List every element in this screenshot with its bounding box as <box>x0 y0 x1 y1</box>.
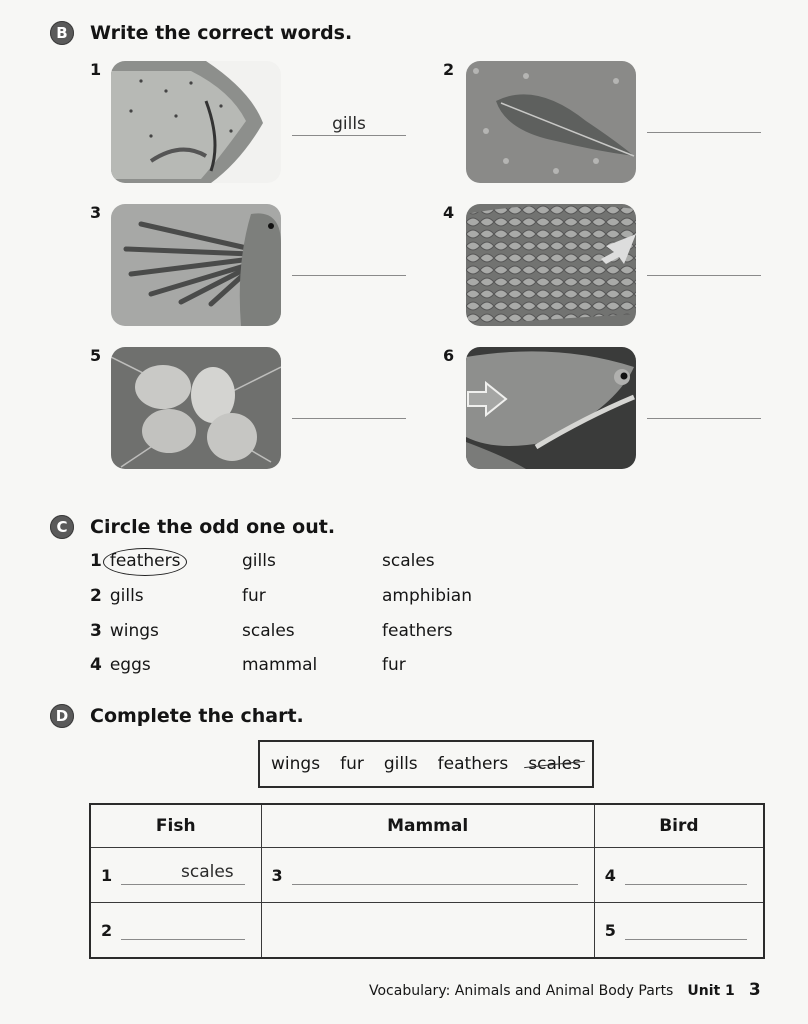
classification-chart <box>89 803 765 959</box>
odd-word[interactable]: mammal <box>242 655 318 675</box>
section-b-heading: Write the correct words. <box>90 22 353 44</box>
section-d-badge: D <box>50 704 74 728</box>
frog-skin-image <box>466 347 636 469</box>
item-number: 3 <box>90 203 102 222</box>
section-b-badge: B <box>50 21 74 45</box>
column-header-mammal: Mammal <box>261 804 594 848</box>
item-number: 5 <box>90 346 102 365</box>
chart-answer-line[interactable] <box>121 915 245 940</box>
cell-number: 5 <box>604 921 616 940</box>
item-number: 6 <box>443 346 455 365</box>
chart-cell-empty <box>261 903 594 959</box>
answer-line-1[interactable]: gills <box>292 113 406 136</box>
odd-word[interactable]: scales <box>382 551 435 571</box>
page-footer <box>369 980 761 1000</box>
chart-cell <box>90 903 261 959</box>
item-number: 1 <box>90 60 102 79</box>
word-bank <box>258 740 594 788</box>
chart-cell <box>90 848 261 903</box>
row-number: 1 <box>90 551 102 571</box>
answer-line-4[interactable] <box>647 253 761 276</box>
odd-word[interactable]: scales <box>242 621 295 641</box>
parrot-wing-image <box>111 204 281 326</box>
odd-word[interactable]: gills <box>242 551 276 571</box>
row-number: 2 <box>90 586 102 606</box>
page-number: 3 <box>748 980 761 1000</box>
odd-row-1 <box>90 551 180 571</box>
word-bank-item-crossed: scales <box>528 754 581 774</box>
chart-cell <box>594 903 764 959</box>
word-bank-item: gills <box>383 754 418 774</box>
column-header-bird: Bird <box>594 804 764 848</box>
fish-scales-image <box>466 204 636 326</box>
section-d-heading: Complete the chart. <box>90 705 304 727</box>
footer-unit: Unit 1 <box>687 983 735 999</box>
chart-cell <box>261 848 594 903</box>
chart-answer-line[interactable] <box>292 860 578 885</box>
section-c-heading: Circle the odd one out. <box>90 516 336 538</box>
item-number: 4 <box>443 203 455 222</box>
cell-number: 2 <box>101 921 113 940</box>
odd-word[interactable]: eggs <box>109 655 151 675</box>
answer-line-5[interactable] <box>292 396 406 419</box>
footer-title: Vocabulary: Animals and Animal Body Parts <box>369 983 674 999</box>
fish-gills-image <box>111 61 281 183</box>
odd-row-3 <box>90 621 159 641</box>
odd-word[interactable]: amphibian <box>382 586 472 606</box>
section-c-badge: C <box>50 515 74 539</box>
word-bank-item: fur <box>340 754 364 774</box>
odd-word[interactable]: fur <box>382 655 406 675</box>
feather-image <box>466 61 636 183</box>
cell-number: 1 <box>101 866 113 885</box>
answer-line-2[interactable] <box>647 110 761 133</box>
chart-cell <box>594 848 764 903</box>
odd-word[interactable]: gills <box>109 586 144 606</box>
cell-number: 4 <box>604 866 616 885</box>
odd-word[interactable]: wings <box>109 621 159 641</box>
odd-word[interactable]: fur <box>242 586 266 606</box>
odd-word[interactable]: feathers <box>382 621 453 641</box>
answer-line-3[interactable] <box>292 253 406 276</box>
word-bank-item: wings <box>271 754 321 774</box>
column-header-fish: Fish <box>90 804 261 848</box>
odd-word[interactable]: feathers <box>109 551 181 571</box>
eggs-nest-image <box>111 347 281 469</box>
chart-answer-line[interactable] <box>625 915 747 940</box>
row-number: 3 <box>90 621 102 641</box>
cell-number: 3 <box>271 866 283 885</box>
item-number: 2 <box>443 60 455 79</box>
odd-row-2 <box>90 586 144 606</box>
word-bank-item: feathers <box>437 754 509 774</box>
odd-row-4 <box>90 655 151 675</box>
chart-answer-line[interactable]: scales <box>121 860 245 885</box>
answer-line-6[interactable] <box>647 396 761 419</box>
row-number: 4 <box>90 655 102 675</box>
chart-answer-line[interactable] <box>625 860 747 885</box>
